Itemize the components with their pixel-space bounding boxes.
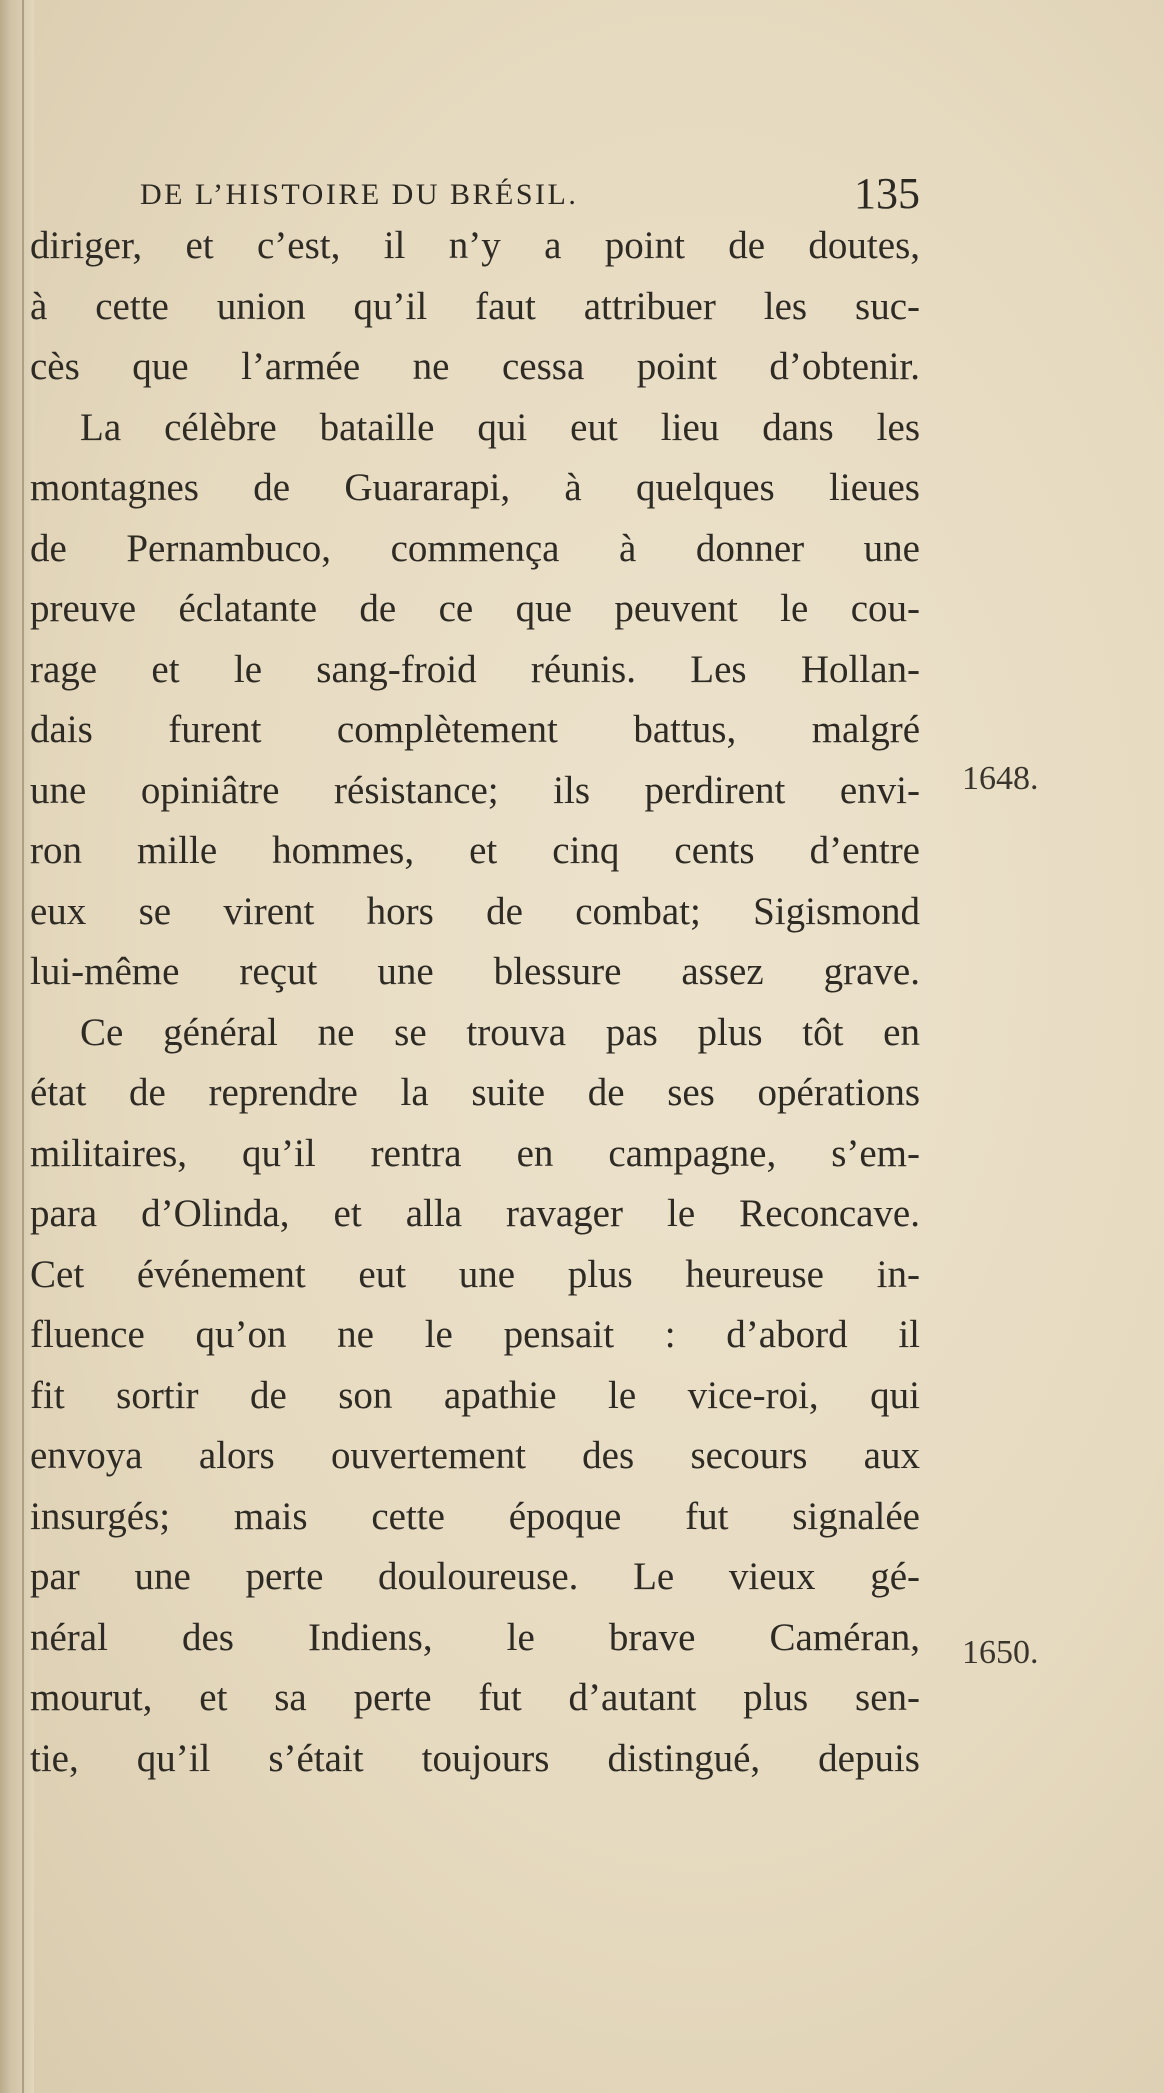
margin-date-1650: 1650. xyxy=(962,1634,1039,1671)
text-line: diriger, et c’est, il n’y a point de doutes, xyxy=(30,224,920,267)
text-line: rage et le sang-froid réunis. Les Hollan- xyxy=(30,647,920,691)
body-text xyxy=(30,216,920,1789)
text-line: insurgés; mais cette époque fut signalée xyxy=(30,1494,920,1538)
page-number: 135 xyxy=(854,169,920,218)
text-line: eux se virent hors de combat; Sigismond xyxy=(30,889,920,933)
text-line: montagnes de Guararapi, à quelques lieues xyxy=(30,466,920,509)
text-line: ron mille hommes, et cinq cents d’entre xyxy=(30,829,920,872)
text-line: envoya alors ouvertement des secours aux xyxy=(30,1434,920,1477)
gutter-fold-line xyxy=(22,0,24,2093)
text-line: une opiniâtre résistance; ils perdirent envi- xyxy=(30,768,920,812)
text-line: para d’Olinda, et alla ravager le Reconcave. xyxy=(30,1192,920,1235)
text-line: fit sortir de son apathie le vice-roi, qui xyxy=(30,1373,920,1417)
text-line: mourut, et sa perte fut d’autant plus sen- xyxy=(30,1676,920,1719)
text-line: néral des Indiens, le brave Caméran, xyxy=(30,1615,920,1659)
margin-date-1648: 1648. xyxy=(962,760,1039,797)
text-line: fluence qu’on ne le pensait : d’abord il xyxy=(30,1313,920,1356)
text-line: cès que l’armée ne cessa point d’obtenir. xyxy=(30,345,920,388)
text-line: état de reprendre la suite de ses opérations xyxy=(30,1071,920,1114)
text-line: preuve éclatante de ce que peuvent le cou- xyxy=(30,587,920,630)
text-line: militaires, qu’il rentra en campagne, s’em- xyxy=(30,1131,920,1175)
text-line: Cet événement eut une plus heureuse in- xyxy=(30,1252,920,1296)
text-line: par une perte douloureuse. Le vieux gé- xyxy=(30,1555,920,1598)
text-line: Ce général ne se trouva pas plus tôt en xyxy=(80,1010,920,1054)
running-head: DE L’HISTOIRE DU BRÉSIL. xyxy=(140,178,579,211)
text-line: tie, qu’il s’était toujours distingué, depuis xyxy=(30,1736,920,1780)
text-line: de Pernambuco, commença à donner une xyxy=(30,526,920,570)
text-line: lui-même reçut une blessure assez grave. xyxy=(30,950,920,993)
page-gutter xyxy=(0,0,34,2093)
text-line: dais furent complètement battus, malgré xyxy=(30,708,920,751)
text-line: La célèbre bataille qui eut lieu dans les xyxy=(80,405,920,449)
text-line: à cette union qu’il faut attribuer les suc- xyxy=(30,284,920,328)
